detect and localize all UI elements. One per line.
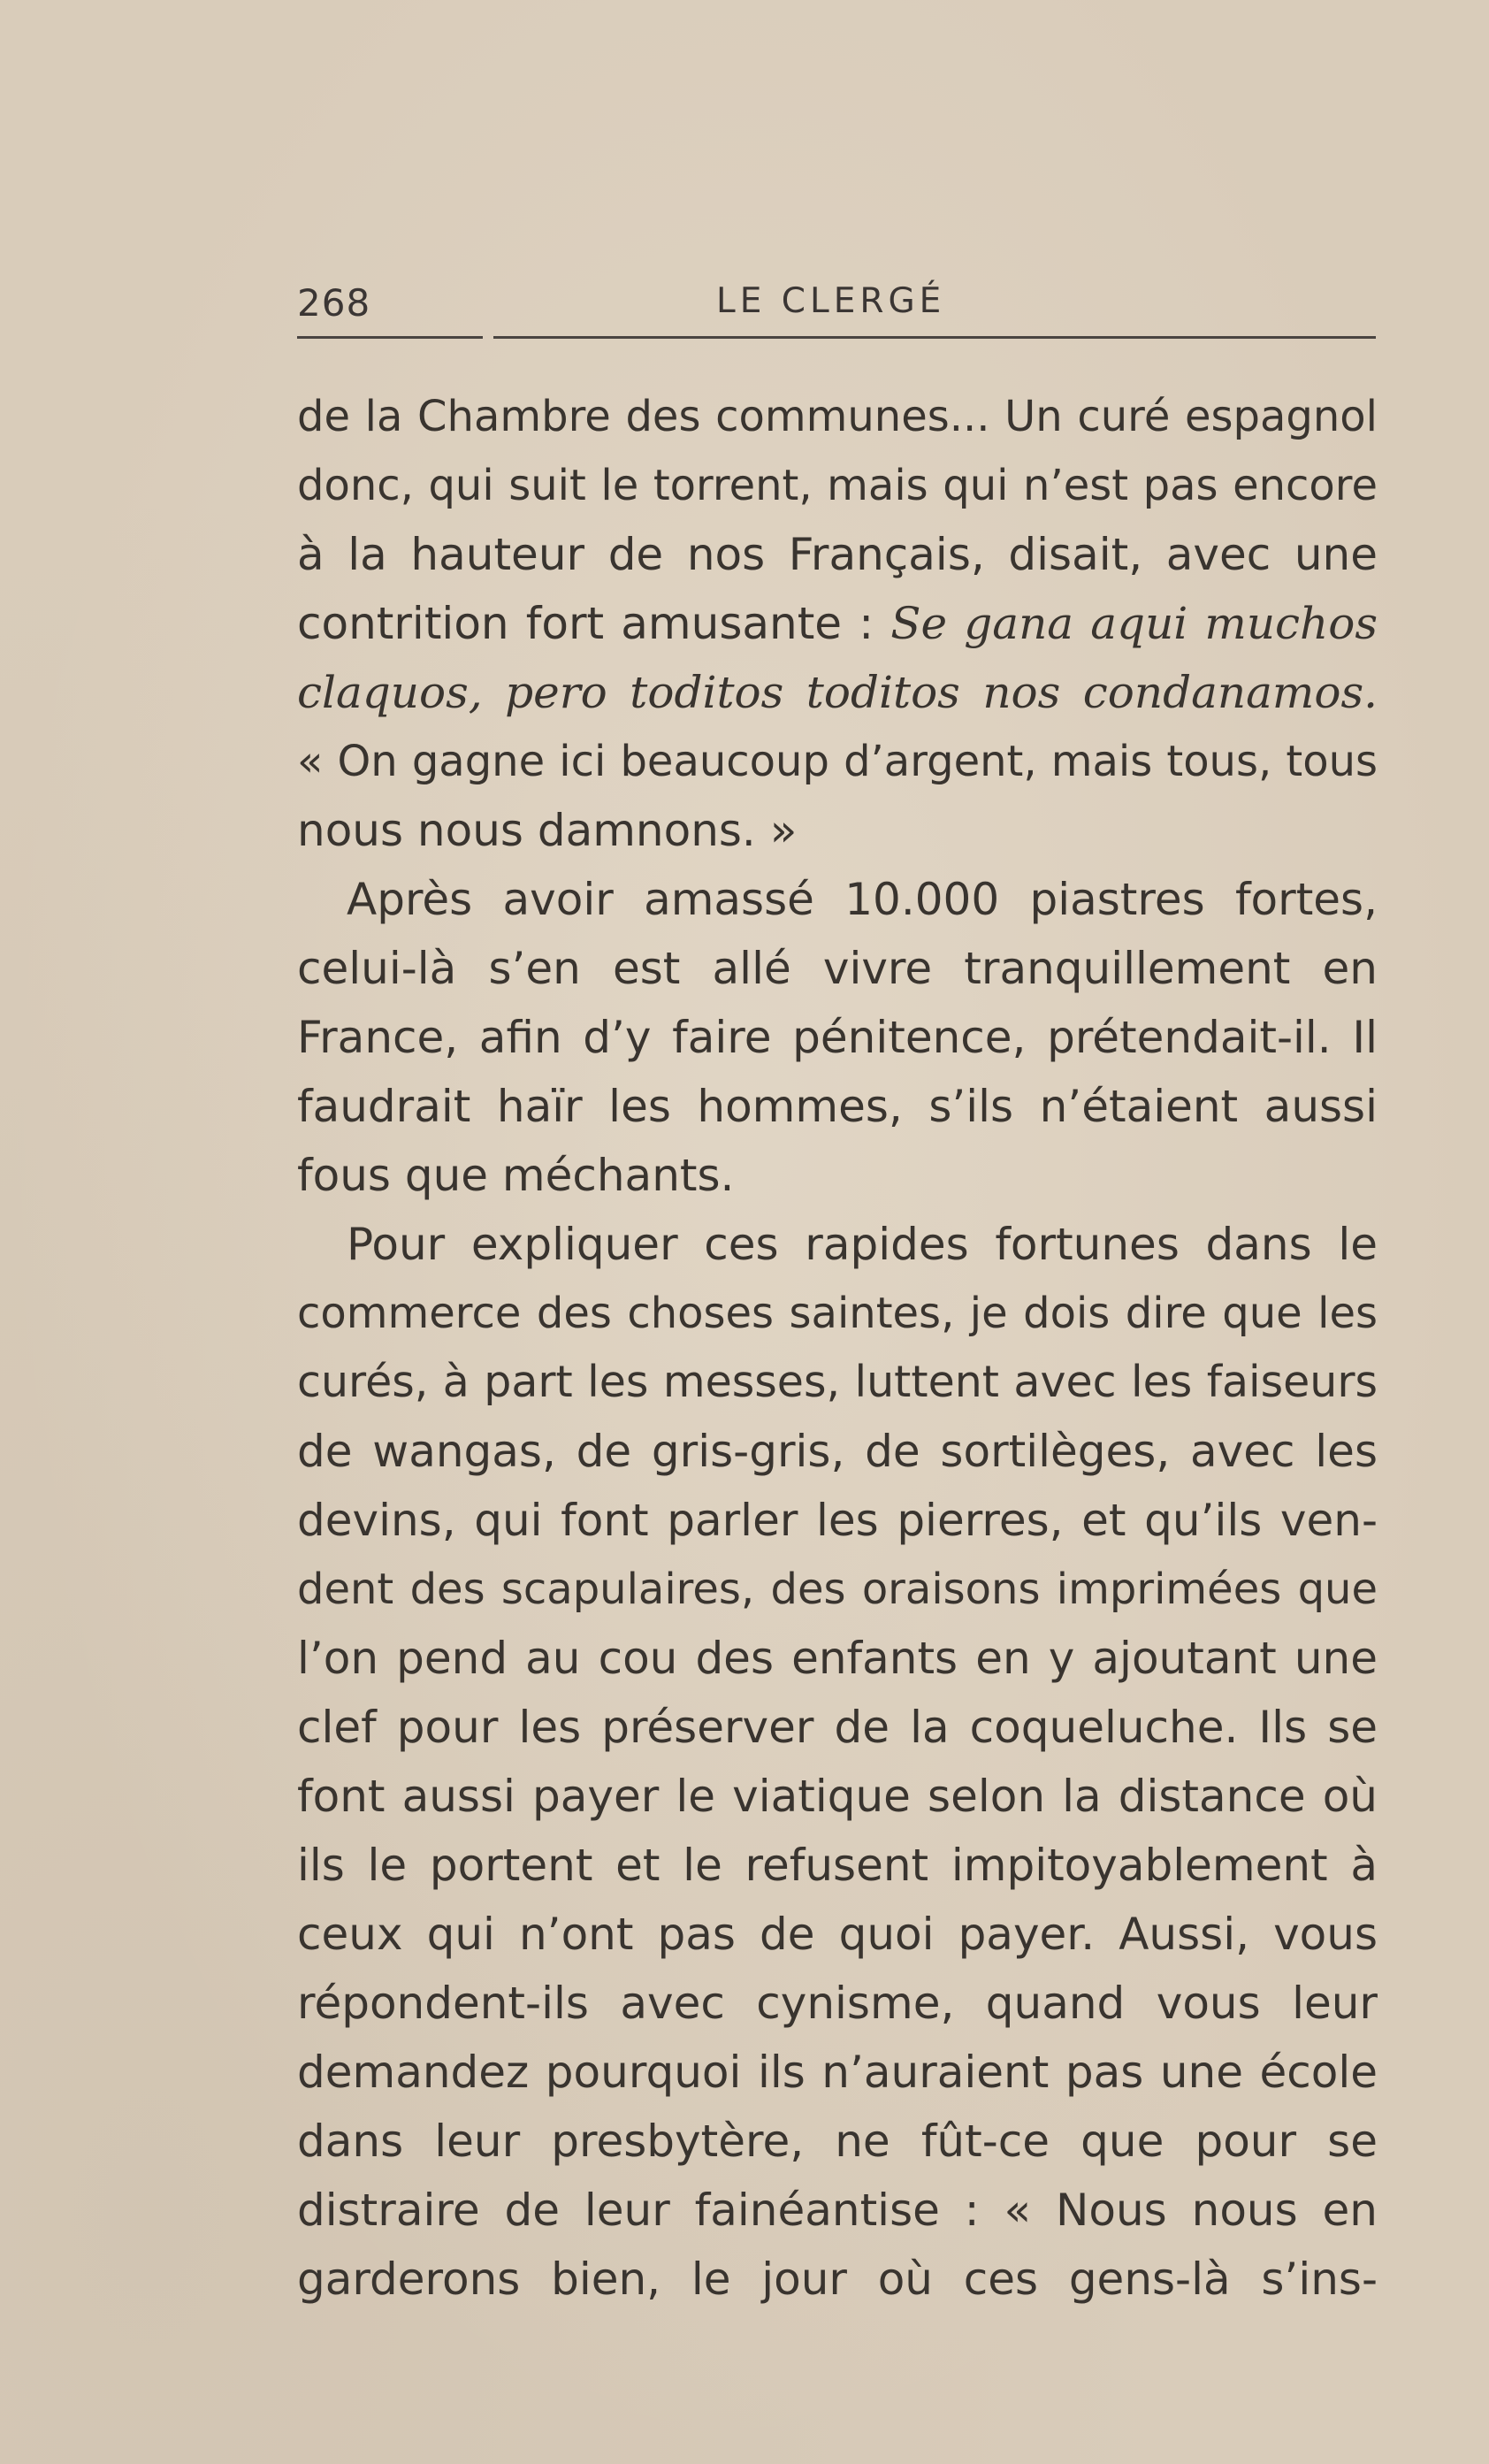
body-text: [297, 382, 1378, 2314]
text-line: Après avoir amassé 10.000 piastres fortes,: [347, 874, 1378, 925]
page-number: 268: [297, 281, 371, 325]
text-line: de la Chambre des communes... Un curé espagnol: [297, 392, 1378, 441]
italic-quote: Se gana aqui muchos: [890, 598, 1378, 649]
text-line: répondent-ils avec cynisme, quand vous leur: [297, 1978, 1378, 2029]
text-line: garderons bien, le jour où ces gens-là s’ins-: [297, 2254, 1378, 2305]
text-line: devins, qui font parler les pierres, et qu’ils ven-: [297, 1495, 1378, 1546]
text-line: à la hauteur de nos Français, disait, avec une: [297, 529, 1378, 580]
text-line: de wangas, de gris-gris, de sortilèges, avec les: [297, 1426, 1378, 1477]
text-segment: contrition fort amusante :: [297, 598, 891, 649]
text-line: donc, qui suit le torrent, mais qui n’est pas encore: [297, 461, 1378, 510]
text-line: clef pour les préserver de la coqueluche. Ils se: [297, 1702, 1378, 1753]
text-line: celui-là s’en est allé vivre tranquillement en: [297, 943, 1378, 994]
text-line: ils le portent et le refusent impitoyablement à: [297, 1840, 1378, 1891]
text-line: dent des scapulaires, des oraisons imprimées que: [297, 1565, 1378, 1614]
text-line: commerce des choses saintes, je dois dire que les: [297, 1289, 1378, 1338]
page-header: [294, 281, 1376, 345]
text-line: ceux qui n’ont pas de quoi payer. Aussi, vous: [297, 1909, 1378, 1960]
text-line: font aussi payer le viatique selon la distance où: [297, 1771, 1378, 1822]
text-line: France, afin d’y faire pénitence, prétendait-il. Il: [297, 1012, 1378, 1063]
text-line: [297, 589, 1378, 658]
text-line: nous nous damnons. »: [297, 805, 798, 856]
italic-quote: claquos, pero toditos toditos nos condanamos.: [297, 667, 1378, 718]
text-line: fous que méchants.: [297, 1150, 735, 1201]
text-line: [297, 658, 1378, 727]
header-rule-left: [297, 336, 483, 339]
text-line: distraire de leur fainéantise : « Nous nous en: [297, 2185, 1378, 2236]
header-rule-right: [493, 336, 1376, 339]
text-line: Pour expliquer ces rapides fortunes dans le: [347, 1219, 1378, 1270]
running-title: LE CLERGÉ: [716, 281, 946, 321]
text-line: curés, à part les messes, luttent avec les faiseurs: [297, 1357, 1378, 1407]
text-line: « On gagne ici beaucoup d’argent, mais tous, tous: [297, 737, 1378, 786]
text-line: dans leur presbytère, ne fût-ce que pour se: [297, 2116, 1378, 2167]
text-line: l’on pend au cou des enfants en y ajoutant une: [297, 1633, 1378, 1684]
text-line: faudrait haïr les hommes, s’ils n’étaient aussi: [297, 1081, 1378, 1132]
text-line: demandez pourquoi ils n’auraient pas une école: [297, 2047, 1378, 2098]
